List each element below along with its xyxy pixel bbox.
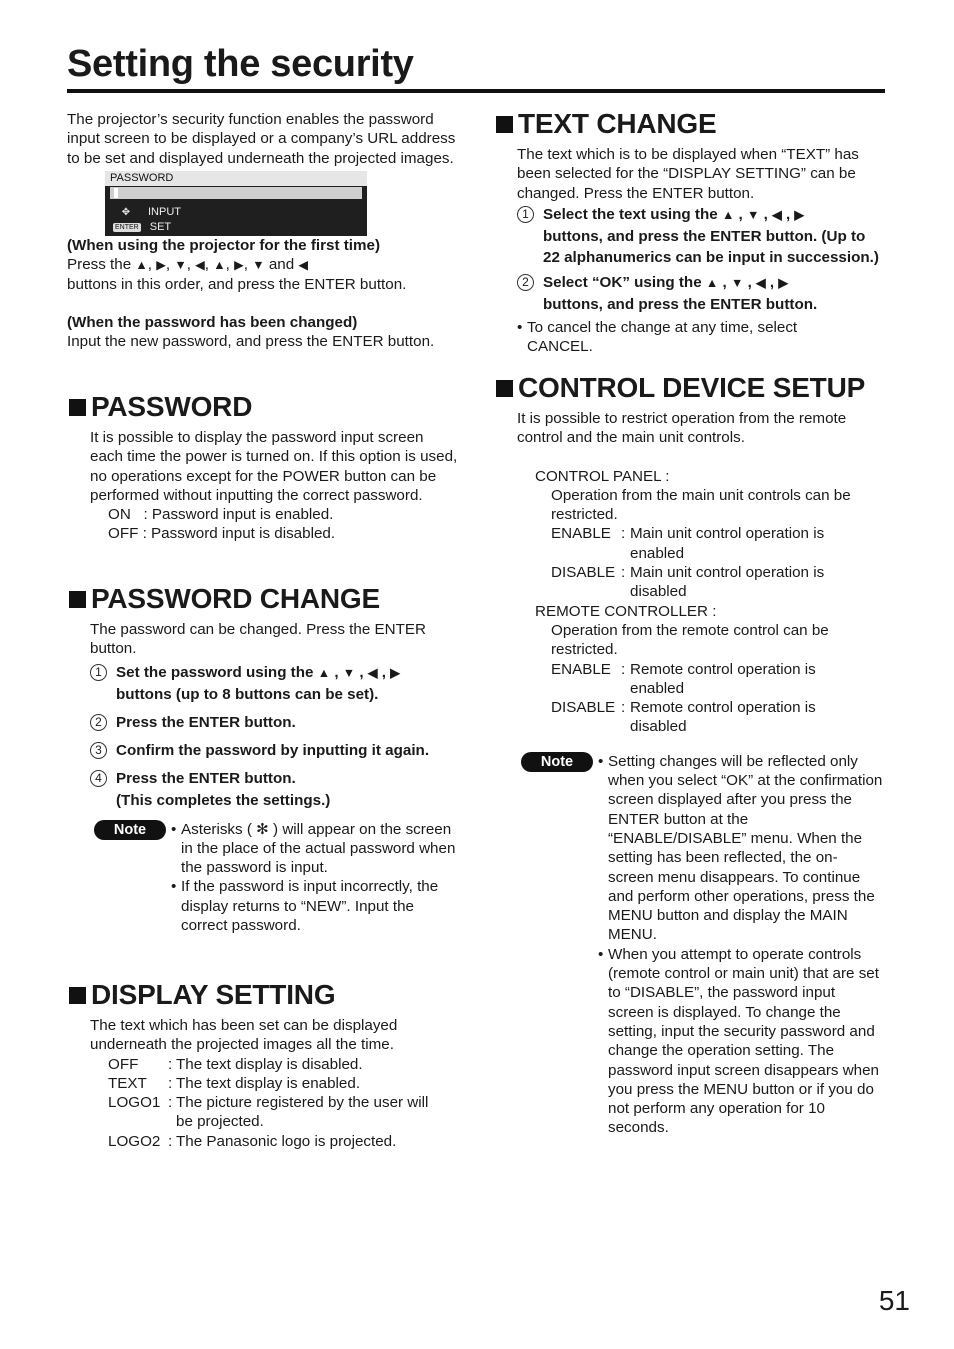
comma: , bbox=[747, 273, 752, 291]
item-key: LOGO1 bbox=[108, 1094, 161, 1112]
item-desc: The text display is enabled. bbox=[176, 1074, 361, 1092]
comma: , bbox=[204, 256, 210, 274]
item-desc: The Panasonic logo is projected. bbox=[176, 1132, 397, 1150]
text-change-heading-text: TEXT CHANGE bbox=[518, 108, 717, 139]
first-time-heading: (When using the projector for the first time) bbox=[67, 236, 381, 254]
password-text: It is possible to display the password input screen each time the power is turned on. If this option is used, no operations except for the POWER button can be performed without inputting the correct password. bbox=[90, 429, 458, 504]
step-text: Select “OK” using the bbox=[543, 273, 702, 291]
display-setting-heading bbox=[67, 978, 459, 1012]
item-desc: Main unit control operation is disabled bbox=[630, 564, 825, 601]
text-change-heading bbox=[494, 107, 886, 141]
down-arrow-icon: ▼ bbox=[252, 258, 265, 273]
note-text: When you attempt to operate controls (remote control or main unit) that are set to “DISABLE”, the password input screen is displayed. To change the setting, input the security password and change the operation setting. The password input screen disappears when you press the MENU button or if you do not perform any operation for 10 seconds. bbox=[608, 945, 880, 1137]
bullet: • bbox=[171, 820, 177, 838]
up-arrow-icon: ▲ bbox=[213, 258, 226, 273]
control-device-heading bbox=[494, 371, 886, 405]
comma: , bbox=[147, 256, 152, 274]
square-bullet-icon bbox=[496, 380, 513, 397]
item-desc: Remote control operation is enabled bbox=[630, 660, 816, 697]
osd-row-input bbox=[113, 206, 181, 219]
comma: , bbox=[165, 256, 171, 274]
step-text: Press the ENTER button. bbox=[116, 769, 296, 787]
right-arrow-icon: ▶ bbox=[794, 207, 805, 222]
osd-row-set bbox=[113, 221, 171, 234]
note-badge: Note bbox=[521, 752, 593, 772]
item-sep: : bbox=[621, 699, 626, 717]
panel-enable bbox=[551, 524, 886, 563]
comma: , bbox=[243, 256, 248, 274]
comma: , bbox=[334, 663, 339, 681]
display-item-off bbox=[108, 1055, 459, 1074]
square-bullet-icon bbox=[69, 591, 86, 608]
left-arrow-icon: ◀ bbox=[756, 275, 766, 290]
item-sep: : bbox=[621, 525, 626, 543]
left-arrow-icon: ◀ bbox=[298, 258, 309, 273]
step-text: Press the ENTER button. bbox=[116, 713, 296, 731]
enter-key-icon: ENTER bbox=[115, 223, 139, 231]
up-arrow-icon: ▲ bbox=[705, 275, 719, 290]
comma: , bbox=[763, 205, 768, 223]
password-section bbox=[67, 390, 459, 544]
item-key: ENABLE bbox=[551, 525, 611, 543]
item-desc: Main unit control operation is enabled bbox=[630, 525, 825, 562]
item-sep: : bbox=[168, 1055, 173, 1073]
item-desc: The picture registered by the user will be projected. bbox=[176, 1094, 429, 1131]
display-setting-text: The text which has been set can be displayed underneath the projected images all the time. bbox=[90, 1017, 398, 1054]
step-text: buttons, and press the ENTER button. bbox=[543, 295, 818, 313]
left-arrow-icon: ◀ bbox=[195, 258, 205, 273]
panel-disable bbox=[551, 563, 886, 602]
comma: , bbox=[359, 663, 364, 681]
item-sep: : bbox=[168, 1094, 173, 1112]
text-change-section bbox=[494, 107, 886, 356]
display-item-text bbox=[108, 1074, 459, 1093]
item-sep: : bbox=[168, 1132, 173, 1150]
display-setting-heading-text: DISPLAY SETTING bbox=[91, 979, 336, 1010]
note-item bbox=[598, 752, 883, 945]
control-panel-desc: Operation from the main unit controls can be restricted. bbox=[551, 486, 851, 524]
text-change-cancel bbox=[517, 318, 886, 357]
up-arrow-icon: ▲ bbox=[721, 207, 735, 222]
and-text: and bbox=[268, 256, 295, 274]
control-panel-label: CONTROL PANEL : bbox=[535, 467, 670, 485]
changed-text: Input the new password, and press the ENTER button. bbox=[67, 333, 435, 351]
password-on: ON : Password input is enabled. bbox=[108, 506, 334, 524]
password-change-heading-text: PASSWORD CHANGE bbox=[91, 583, 380, 614]
item-sep: : bbox=[168, 1074, 173, 1092]
step-number: 2 bbox=[517, 274, 534, 291]
step-number: 2 bbox=[90, 714, 107, 731]
left-arrow-icon: ◀ bbox=[367, 665, 378, 680]
display-item-logo2 bbox=[108, 1132, 459, 1151]
step-number: 4 bbox=[90, 770, 107, 787]
press-text: Press the bbox=[67, 256, 132, 274]
item-key: DISABLE bbox=[551, 699, 616, 717]
osd-input-field bbox=[110, 187, 362, 199]
password-off: OFF : Password input is disabled. bbox=[108, 525, 336, 543]
page-number: 51 bbox=[878, 1285, 910, 1316]
display-setting-section bbox=[67, 978, 459, 1151]
down-arrow-icon: ▼ bbox=[730, 275, 744, 290]
step-text: (This completes the settings.) bbox=[116, 791, 331, 809]
remote-disable bbox=[551, 698, 886, 737]
bullet: • bbox=[171, 878, 177, 896]
page-title: Setting the security bbox=[67, 43, 414, 85]
password-osd-image bbox=[105, 171, 367, 236]
bullet: • bbox=[598, 945, 604, 963]
up-arrow-icon: ▲ bbox=[317, 665, 331, 680]
step-text: Confirm the password by inputting it again. bbox=[116, 741, 430, 759]
note-item bbox=[171, 820, 459, 878]
osd-title: PASSWORD bbox=[105, 171, 367, 186]
right-arrow-icon: ▶ bbox=[390, 665, 400, 680]
pc-step-1 bbox=[90, 662, 459, 706]
control-device-heading-text: CONTROL DEVICE SETUP bbox=[518, 372, 866, 403]
item-sep: : bbox=[621, 660, 626, 678]
osd-set-label: SET bbox=[149, 220, 172, 233]
changed-heading: (When the password has been changed) bbox=[67, 313, 358, 331]
comma: , bbox=[186, 256, 191, 274]
up-arrow-icon: ▲ bbox=[135, 258, 148, 273]
left-column bbox=[67, 110, 459, 351]
step-number: 3 bbox=[90, 742, 107, 759]
item-sep: : bbox=[621, 564, 626, 582]
text-change-text: The text which is to be displayed when “TEXT” has been selected for the “DISPLAY SETTING” can be changed. Press the ENTER button. bbox=[517, 146, 859, 202]
down-arrow-icon: ▼ bbox=[747, 207, 760, 222]
pc-step-3 bbox=[90, 740, 459, 762]
item-desc: Remote control operation is disabled bbox=[630, 699, 816, 736]
step-number: 1 bbox=[90, 664, 107, 681]
square-bullet-icon bbox=[496, 116, 513, 133]
left-arrow-icon: ◀ bbox=[772, 207, 782, 222]
password-change-text: The password can be changed. Press the ENTER button. bbox=[90, 621, 426, 658]
comma: , bbox=[722, 273, 727, 291]
control-device-text: It is possible to restrict operation from the remote control and the main unit controls. bbox=[517, 410, 847, 447]
right-arrow-icon: ▶ bbox=[156, 258, 166, 273]
intro-text: The projector’s security function enables the password input screen to be displayed or a company’s URL address to be set and displayed underneath the projected images. bbox=[67, 111, 456, 167]
osd-cursor bbox=[114, 188, 118, 198]
down-arrow-icon: ▼ bbox=[174, 258, 187, 273]
title-rule bbox=[67, 89, 885, 93]
bullet: • bbox=[598, 752, 604, 770]
note-text: If the password is input incorrectly, the display returns to “NEW”. Input the correct password. bbox=[181, 878, 439, 935]
step-text: Set the password using the bbox=[116, 663, 314, 681]
pc-step-4 bbox=[90, 768, 459, 812]
control-device-note bbox=[494, 752, 886, 1138]
comma: , bbox=[738, 205, 743, 223]
item-key: OFF bbox=[108, 1055, 139, 1073]
password-change-note bbox=[67, 820, 459, 936]
down-arrow-icon: ▼ bbox=[342, 665, 356, 680]
osd-input-label: INPUT bbox=[148, 205, 181, 218]
remote-controller-desc: Operation from the remote control can be restricted. bbox=[551, 621, 829, 659]
comma: , bbox=[769, 273, 775, 291]
item-key: ENABLE bbox=[551, 660, 611, 678]
item-key: DISABLE bbox=[551, 564, 616, 582]
square-bullet-icon bbox=[69, 987, 86, 1004]
step-text: buttons, and press the ENTER button. (Up to 22 alphanumerics can be input in succession.) bbox=[543, 227, 879, 266]
move-arrows-icon: ✥ bbox=[121, 206, 131, 218]
password-heading-text: PASSWORD bbox=[91, 391, 253, 422]
comma: , bbox=[381, 663, 386, 681]
tc-step-2 bbox=[517, 272, 886, 315]
note-item bbox=[171, 877, 459, 935]
step-text: buttons (up to 8 buttons can be set). bbox=[116, 685, 379, 703]
note-badge: Note bbox=[94, 820, 166, 840]
control-device-section bbox=[494, 371, 886, 1138]
item-key: LOGO2 bbox=[108, 1132, 161, 1150]
tc-step-1 bbox=[517, 204, 886, 268]
password-heading bbox=[67, 390, 459, 424]
pc-step-2 bbox=[90, 712, 459, 734]
note-text: Asterisks ( ✻ ) will appear on the screen in the place of the actual password when the password is input. bbox=[181, 820, 456, 877]
first-time-instruction bbox=[67, 255, 459, 295]
cancel-text: To cancel the change at any time, select CANCEL. bbox=[527, 318, 798, 356]
password-change-section bbox=[67, 582, 459, 935]
remote-controller-label: REMOTE CONTROLLER : bbox=[535, 602, 717, 620]
step-number: 1 bbox=[517, 206, 534, 223]
note-text: Setting changes will be reflected only when you select “OK” at the confirmation screen displayed after you press the ENTER button at the “ENABLE/DISABLE” menu. When the setting has been reflected, the on-screen menu disappears. To continue and perform other operations, press the MENU button and display the MAIN MENU. bbox=[608, 752, 883, 944]
note-item bbox=[598, 945, 883, 1138]
comma: , bbox=[225, 256, 230, 274]
password-change-heading bbox=[67, 582, 459, 616]
remote-enable bbox=[551, 660, 886, 699]
comma: , bbox=[785, 205, 791, 223]
square-bullet-icon bbox=[69, 399, 86, 416]
first-time-rest: buttons in this order, and press the ENTER button. bbox=[67, 276, 407, 294]
right-arrow-icon: ▶ bbox=[234, 258, 244, 273]
item-desc: The text display is disabled. bbox=[176, 1055, 363, 1073]
display-item-logo1 bbox=[108, 1093, 459, 1132]
item-key: TEXT bbox=[108, 1074, 147, 1092]
step-text: Select the text using the bbox=[543, 205, 718, 223]
bullet: • bbox=[517, 318, 523, 336]
control-device-list bbox=[517, 467, 886, 737]
right-arrow-icon: ▶ bbox=[778, 275, 788, 290]
display-setting-list bbox=[90, 1055, 459, 1151]
